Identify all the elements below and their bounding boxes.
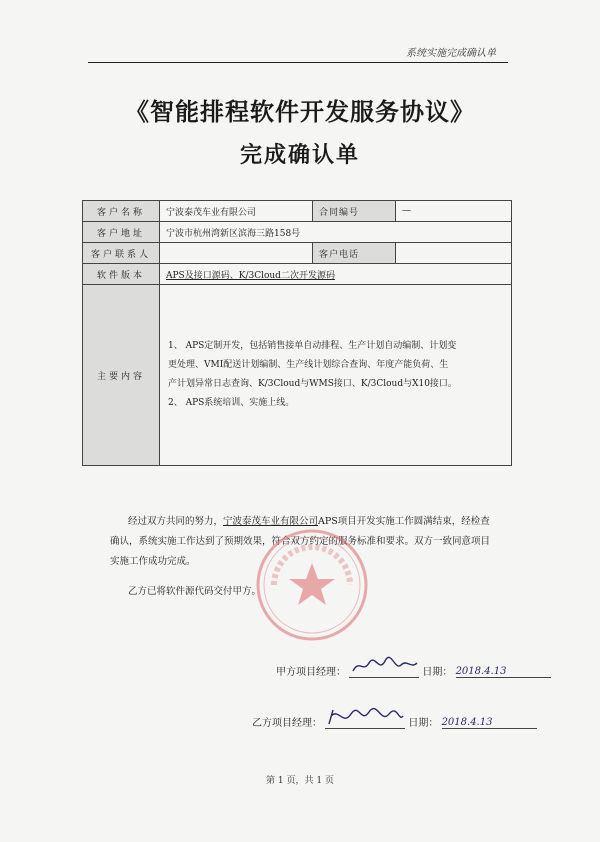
handwritten-signature-icon	[349, 655, 419, 677]
customer-name-label: 客户名称	[83, 201, 160, 222]
paragraph-line-3: 实施工作成功完成。	[110, 556, 196, 567]
main-content-label: 主要内容	[83, 285, 160, 466]
customer-contact-label: 客户联系人	[83, 243, 160, 264]
content-line: 1、 APS定制开发，包括销售接单自动排程、生产计划自动编制、计划变	[168, 341, 457, 351]
software-version-label: 软件版本	[83, 264, 160, 285]
main-content-cell	[160, 285, 512, 466]
party-b-signature	[325, 706, 405, 729]
party-a-signature	[349, 655, 419, 678]
customer-address-value: 宁波市杭州湾新区滨海三路158号	[160, 222, 512, 243]
customer-phone-value	[396, 243, 512, 264]
company-seal-icon	[252, 525, 372, 645]
customer-phone-label: 客户电话	[313, 243, 396, 264]
content-line: 2、 APS系统培训、实施上线。	[168, 398, 295, 408]
handwritten-signature-icon	[325, 706, 405, 728]
header-rule	[88, 62, 508, 63]
party-a-date-label: 日期：	[422, 667, 453, 678]
party-b-date-label: 日期：	[408, 718, 439, 729]
customer-name-value: 宁波泰茂车业有限公司	[160, 201, 313, 222]
main-content-text	[166, 337, 505, 413]
paragraph-text: APS项目开发实施工作圆满结束，经检查	[318, 516, 490, 527]
table-row	[83, 222, 512, 243]
paragraph-text: 经过双方共同的努力，	[128, 516, 224, 527]
table-row	[83, 264, 512, 285]
document-title: 《智能排程软件开发服务协议》	[125, 97, 475, 126]
customer-address-label: 客户地址	[83, 222, 160, 243]
party-b-date: 2018.4.13	[442, 717, 537, 729]
contract-no-label: 合同编号	[313, 201, 396, 222]
customer-contact-value	[160, 243, 313, 264]
party-b-label: 乙方项目经理：	[252, 718, 322, 729]
table-row	[83, 201, 512, 222]
content-line: 更处理、VMI配送计划编制、生产线计划综合查询、年度产能负荷、生	[168, 360, 449, 370]
info-table	[82, 200, 512, 466]
content-line: 产计划异常日志查询、K/3Cloud与WMS接口、K/3Cloud与X10接口。	[168, 379, 457, 389]
party-a-date: 2018.4.13	[456, 666, 551, 678]
table-row	[83, 285, 512, 466]
header-note: 系统实施完成确认单	[406, 48, 496, 59]
paragraph-line-4: 乙方已将软件源代码交付甲方。	[128, 586, 262, 597]
paragraph-line-2: 确认，系统实施工作达到了预期效果，符合双方约定的服务标准和要求。双方一致同意项目	[110, 536, 491, 547]
paragraph-company: 宁波泰茂车业有限公司	[223, 516, 319, 527]
contract-no-value: —	[396, 201, 512, 222]
party-b-signature-row	[252, 706, 537, 729]
party-a-signature-row	[276, 655, 551, 678]
page-footer: 第 1 页，共 1 页	[266, 776, 334, 786]
software-version-value: APS及接口源码、K/3Cloud二次开发源码	[160, 264, 512, 285]
table-row	[83, 243, 512, 264]
document-subtitle: 完成确认单	[239, 142, 360, 168]
party-a-label: 甲方项目经理：	[276, 667, 346, 678]
